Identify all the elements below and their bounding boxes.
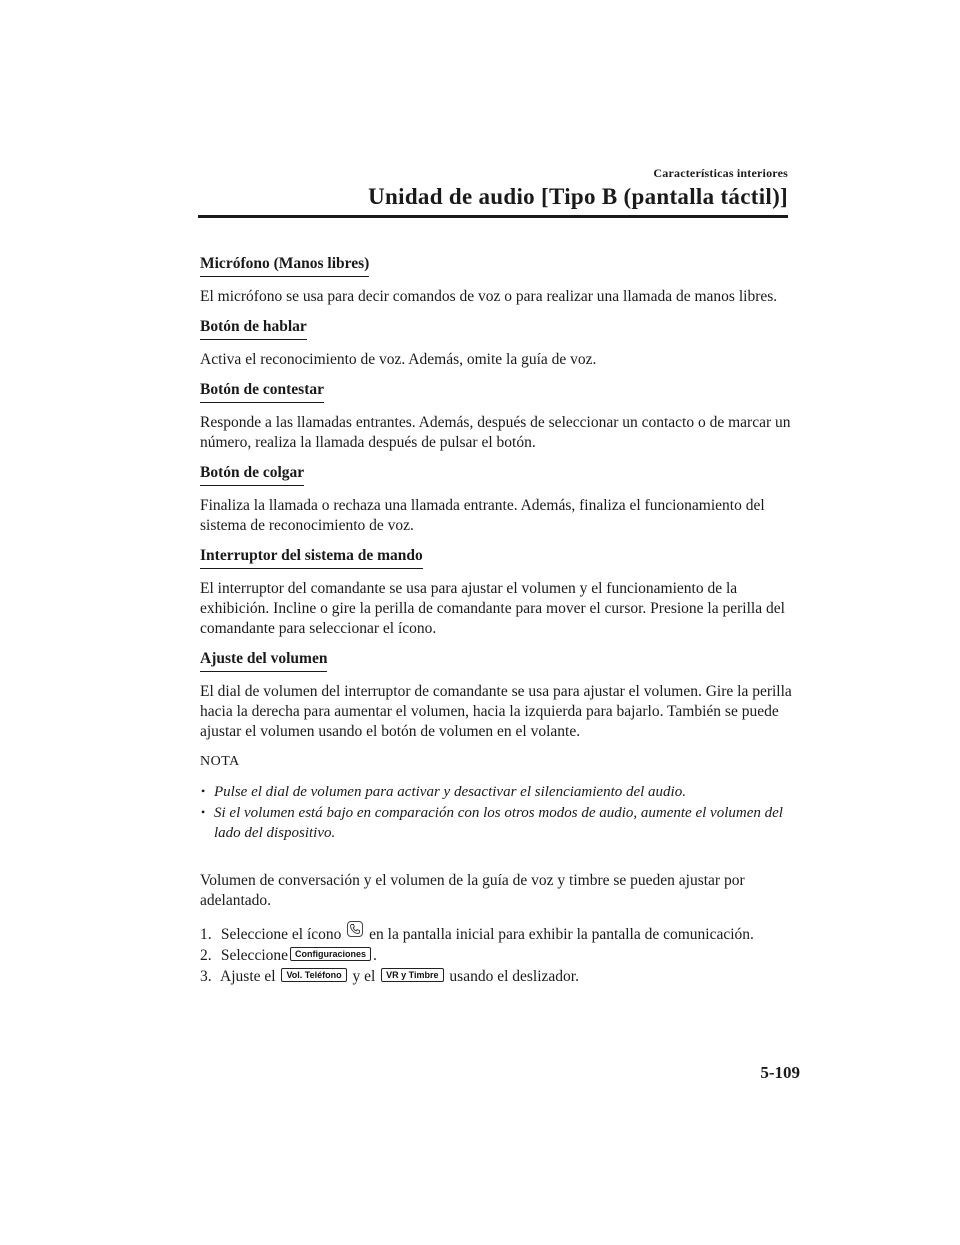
- note-item: [200, 782, 800, 802]
- note-text: Pulse el dial de volumen para activar y desactivar el silenciamiento del audio.: [214, 784, 686, 800]
- intro-text: Volumen de conversación y el volumen de la guía de voz y timbre se pueden ajustar por adelantado.: [200, 872, 745, 909]
- section-heading: Ajuste del volumen: [200, 649, 327, 672]
- section-heading: Botón de colgar: [200, 463, 304, 486]
- section-microfono: [200, 254, 800, 307]
- bullet-icon: •: [201, 784, 206, 798]
- step-2: [200, 946, 800, 966]
- note-label: NOTA: [200, 754, 240, 769]
- step-1: [200, 921, 800, 945]
- section-text: Activa el reconocimiento de voz. Además, omite la guía de voz.: [200, 351, 597, 368]
- page-number: 5-109: [760, 1063, 800, 1082]
- configuraciones-button: Configuraciones: [290, 947, 371, 961]
- step-text: Seleccione el ícono: [220, 926, 342, 943]
- section-interruptor: [200, 546, 800, 639]
- section-heading: Interruptor del sistema de mando: [200, 546, 423, 569]
- section-heading: Botón de contestar: [200, 380, 324, 403]
- section-boton-colgar: [200, 463, 800, 536]
- section-text: Responde a las llamadas entrantes. Además, después de seleccionar un contacto o de marcar un número, realiza la llamada después de pulsar el botón.: [200, 414, 791, 451]
- step-text: y el: [352, 968, 376, 985]
- section-heading: Botón de hablar: [200, 317, 307, 340]
- step-text: usando el deslizador.: [449, 968, 579, 985]
- section-text: El micrófono se usa para decir comandos de voz o para realizar una llamada de manos libres.: [200, 288, 778, 305]
- section-boton-contestar: [200, 380, 800, 453]
- note-text: Si el volumen está bajo en comparación con los otros modos de audio, aumente el volumen del lado del dispositivo.: [214, 805, 783, 841]
- header-rule: [198, 215, 788, 218]
- header-kicker: Características interiores: [653, 166, 788, 180]
- step-text: Ajuste el: [220, 968, 276, 985]
- steps-list: [200, 921, 800, 987]
- section-heading: Micrófono (Manos libres): [200, 254, 369, 277]
- phone-icon: [347, 921, 363, 937]
- section-boton-hablar: [200, 317, 800, 370]
- step-number: 3.: [200, 968, 212, 985]
- step-text: .: [373, 947, 377, 964]
- section-text: El interruptor del comandante se usa para ajustar el volumen y el funcionamiento de la exhibición. Incline o gire la perilla de comandante para mover el cursor. Presione la perilla del comandante para seleccionar el ícono.: [200, 580, 785, 637]
- step-3: [200, 967, 800, 987]
- step-number: 1.: [200, 926, 212, 943]
- section-text: El dial de volumen del interruptor de comandante se usa para ajustar el volumen. Gire la perilla hacia la derecha para aumentar el volumen, hacia la izquierda para bajarlo. También se puede ajustar el volumen usando el botón de volumen en el volante.: [200, 683, 792, 740]
- step-text: en la pantalla inicial para exhibir la pantalla de comunicación.: [369, 926, 754, 943]
- step-number: 2.: [200, 947, 212, 964]
- page-title: Unidad de audio [Tipo B (pantalla táctil)]: [368, 184, 788, 209]
- vol-telefono-button: Vol. Teléfono: [281, 968, 346, 982]
- section-ajuste-volumen: [200, 649, 800, 742]
- content: [200, 254, 800, 988]
- vr-timbre-button: VR y Timbre: [381, 968, 443, 982]
- bullet-icon: •: [201, 805, 206, 819]
- note-list: [200, 782, 800, 843]
- section-text: Finaliza la llamada o rechaza una llamada entrante. Además, finaliza el funcionamiento del sistema de reconocimiento de voz.: [200, 497, 765, 534]
- note-item: [200, 803, 800, 843]
- step-text: Seleccione: [220, 947, 289, 964]
